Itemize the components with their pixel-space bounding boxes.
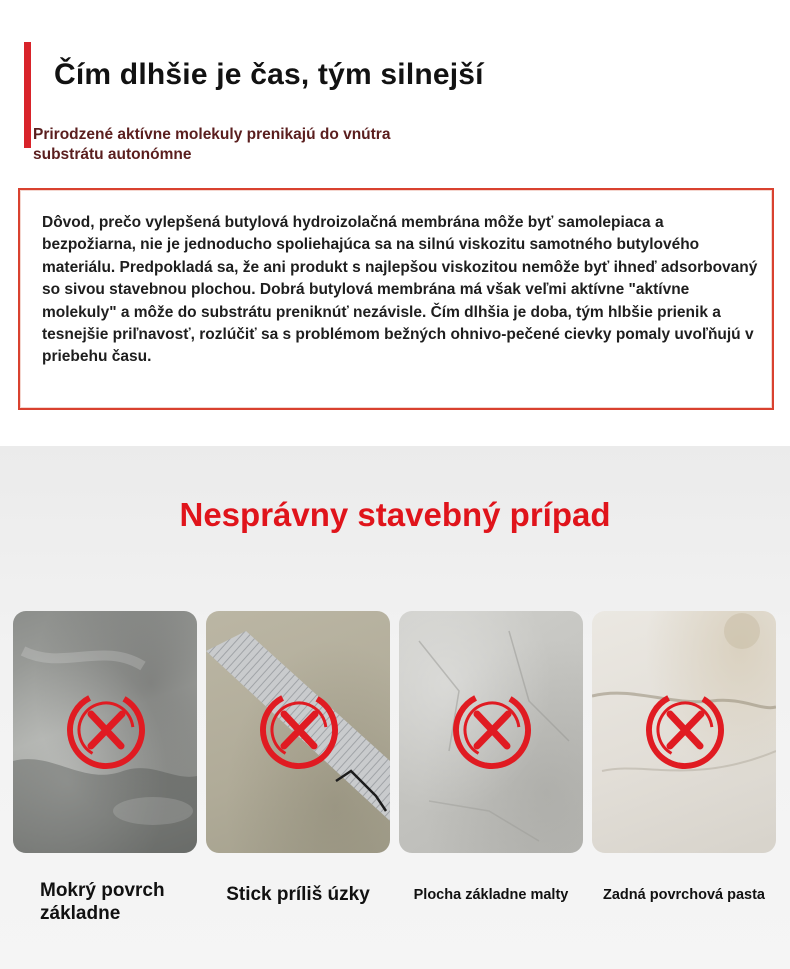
case-image-tape-too-narrow — [206, 611, 390, 853]
cross-mark-icon — [642, 687, 728, 773]
cross-mark-icon — [63, 687, 149, 773]
case-label-mortar-surface: Plocha základne malty — [413, 887, 569, 903]
case-label-tape-too-narrow: Stick príliš úzky — [226, 884, 370, 905]
cross-mark-icon — [256, 687, 342, 773]
cases-title: Nesprávny stavebný prípad — [179, 496, 611, 533]
cross-mark-icon — [449, 687, 535, 773]
description-box — [18, 188, 774, 410]
description-text: Dôvod, prečo vylepšená butylová hydroizolačná membrána môže byť samolepiaca a bezpožiarna, nie je jednoducho spoliehajúca sa na silnú viskozitu samotného butylového materiálu. Predpokladá sa, že ani produkt s najlepšou viskozitou nemôže byť ihneď adsorbovaný so sivou stavebnou plochou. Dobrá butylová membrána má však veľmi aktívne "aktívne molekuly" a môže do substrátu preniknúť nezávisle. Čím dlhšia je doba, tým hlbšie prienik a tesnejšie priľnavosť, rozlúčiť sa s problémom bežných ohnivo-pečené cievky pomaly uvoľňujú v priebehu času. — [42, 214, 758, 366]
case-image-wet-surface — [13, 611, 197, 853]
case-label-back-paste: Zadná povrchová pasta — [603, 887, 765, 903]
case-label-wet-surface: Mokrý povrch základne — [40, 880, 165, 924]
intro-section — [0, 0, 790, 440]
case-image-mortar-surface — [399, 611, 583, 853]
page-subtitle: Prirodzené aktívne molekuly prenikajú do vnútra substrátu autonómne — [33, 126, 391, 163]
accent-bar — [24, 42, 31, 148]
page-title: Čím dlhšie je čas, tým silnejší — [54, 58, 484, 91]
case-image-back-paste — [592, 611, 776, 853]
